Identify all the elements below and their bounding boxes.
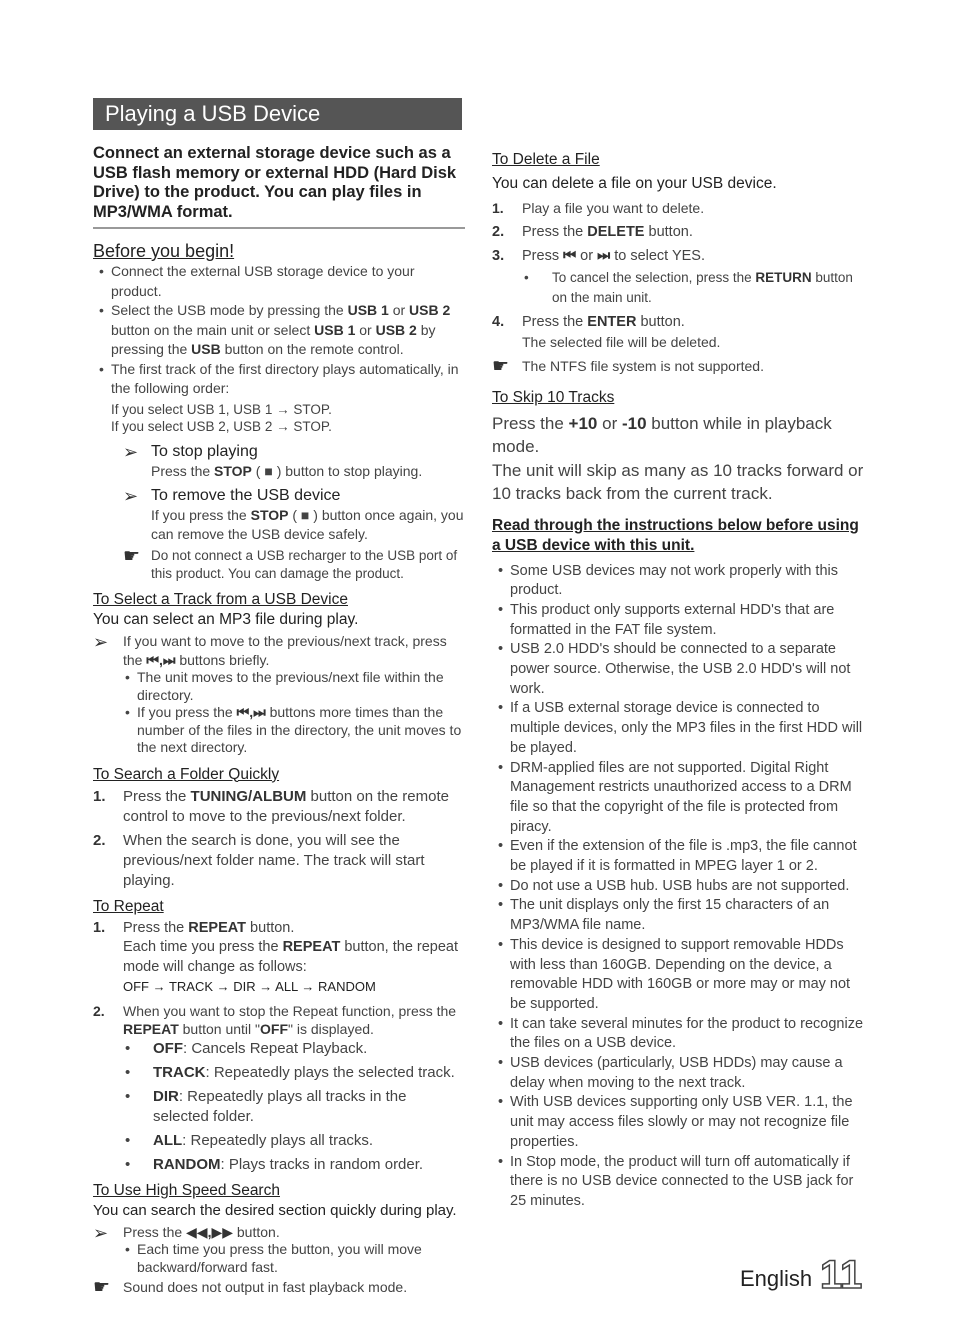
list-item: • DIR: Repeatedly plays all tracks in the selected folder. bbox=[123, 1087, 465, 1127]
list-item: • It can take several minutes for the product to recognize the files on a USB device. bbox=[492, 1015, 864, 1054]
order-line-2: If you select USB 2, USB 2 → STOP. bbox=[111, 419, 332, 434]
list-item: 1. Press the REPEAT button. Each time you press the REPEAT button, the repeat mode will change as follows: OFF → TRACK → DIR → ALL → RANDOM bbox=[93, 919, 459, 994]
list-item: 2. Press the DELETE button. bbox=[492, 224, 693, 240]
page-number: 11 bbox=[820, 1253, 863, 1297]
remove-title: To remove the USB device bbox=[151, 487, 341, 504]
list-item: 2. When you want to stop the Repeat function, press the REPEAT button until "OFF" is displayed. • OFF: Cancels Repeat Playback. • TRACK: Repeatedly plays the selected track. • DIR: Repeatedly plays all tracks in the selected folder. • ALL: Repeatedly plays all tracks. • RANDOM: Plays tracks in random order. bbox=[93, 1002, 465, 1175]
skip-text-1: Press the +10 or -10 button while in playback mode. bbox=[492, 413, 832, 456]
list-item: • If a USB external storage device is connected to multiple devices, only the MP3 files in the first HDD will be played. bbox=[492, 699, 864, 758]
left-column bbox=[93, 98, 465, 1297]
list-item: • TRACK: Repeatedly plays the selected track. bbox=[123, 1063, 465, 1083]
list-item: • The unit moves to the previous/next file within the directory. bbox=[123, 669, 465, 704]
list-item: • RANDOM: Plays tracks in random order. bbox=[123, 1155, 465, 1175]
list-item: • USB devices (particularly, USB HDDs) may cause a delay when moving to the next track. bbox=[492, 1054, 864, 1093]
pointing-hand-icon: ☛ bbox=[93, 1277, 111, 1298]
hss-note-text: Sound does not output in fast playback mode. bbox=[123, 1279, 408, 1295]
pointing-hand-icon: ☛ bbox=[123, 546, 141, 567]
list-item: • The unit displays only the first 15 characters of an MP3/WMA file name. bbox=[492, 896, 864, 935]
list-item: • DRM-applied files are not supported. Digital Right Management restricts unauthorized access to a DRM file so that the copyright of the file is protected from piracy. bbox=[492, 759, 864, 838]
note-block bbox=[123, 547, 465, 582]
hss-lead: You can search the desired section quickly during play. bbox=[93, 1201, 457, 1219]
intro-text: Connect an external storage device such as a USB flash memory or external HDD (Hard Disk Drive) to the product. You can play files in MP3/WMA format. bbox=[93, 144, 465, 229]
footer-language: English bbox=[740, 1266, 813, 1291]
right-column bbox=[492, 150, 864, 1212]
skip-text-2: The unit will skip as many as 10 tracks forward or 10 tracks back from the current track. bbox=[492, 460, 864, 503]
folder-heading: To Search a Folder Quickly bbox=[93, 765, 280, 783]
select-lead: You can select an MP3 file during play. bbox=[93, 611, 359, 628]
before-list bbox=[93, 262, 465, 399]
delete-note bbox=[492, 357, 864, 376]
read-heading: Read through the instructions below before using a USB device with this unit. bbox=[492, 516, 859, 554]
arrow-icon: ➢ bbox=[93, 632, 109, 652]
note-text: Do not connect a USB recharger to the USB port of this product. You can damage the product. bbox=[151, 548, 458, 581]
stop-text: Press the STOP ( ■ ) button to stop playing. bbox=[151, 462, 423, 479]
list-item: • Do not use a USB hub. USB hubs are not supported. bbox=[492, 877, 864, 897]
list-item: 4. Press the ENTER button. The selected file will be deleted. bbox=[492, 314, 721, 350]
stop-block bbox=[123, 442, 465, 481]
list-item: • If you press the ⏮,⏭ buttons more times than the number of the files in the directory, the unit moves to the next directory. bbox=[123, 704, 465, 757]
list-item: • This product only supports external HDD's that are formatted in the FAT file system. bbox=[492, 601, 864, 640]
list-item: • Each time you press the button, you will move backward/forward fast. bbox=[123, 1241, 465, 1276]
before-heading: Before you begin! bbox=[93, 241, 235, 261]
hss-arrow-block bbox=[93, 1223, 465, 1277]
list-item: • This device is designed to support removable HDDs with less than 160GB. Depending on the device, a removable HDD with 160GB or more may or may not be supported. bbox=[492, 936, 864, 1015]
read-list bbox=[492, 562, 864, 1212]
delete-note-text: The NTFS file system is not supported. bbox=[522, 358, 764, 374]
delete-heading: To Delete a File bbox=[492, 151, 600, 168]
hss-arrow-text: Press the ◀◀,▶▶ button. bbox=[123, 1223, 280, 1240]
list-item: • Even if the extension of the file is .mp3, the file cannot be played if it is formatted in MPEG layer 1 or 2. bbox=[492, 837, 864, 876]
pointing-hand-icon: ☛ bbox=[492, 356, 510, 377]
arrow-icon: ➢ bbox=[123, 441, 139, 462]
list-item: • With USB devices supporting only USB VER. 1.1, the unit may access files slowly or may not recognize file properties. bbox=[492, 1093, 864, 1152]
list-item: • Connect the external USB storage device to your product. bbox=[93, 262, 465, 301]
delete-steps bbox=[492, 198, 864, 353]
stop-title: To stop playing bbox=[151, 442, 258, 460]
list-item: • Some USB devices may not work properly with this product. bbox=[492, 562, 864, 601]
list-item: • To cancel the selection, press the RETURN button on the main unit. bbox=[522, 268, 864, 308]
list-item: • Select the USB mode by pressing the USB 1 or USB 2 button on the main unit or select USB 1 or USB 2 by pressing the USB button on the remote control. bbox=[93, 301, 465, 360]
list-item: • ALL: Repeatedly plays all tracks. bbox=[123, 1131, 465, 1151]
repeat-heading: To Repeat bbox=[93, 897, 164, 915]
list-item: • OFF: Cancels Repeat Playback. bbox=[123, 1039, 465, 1059]
list-item: • The first track of the first directory plays automatically, in the following order: bbox=[93, 360, 465, 399]
list-item: 3. Press ⏮ or ⏭ to select YES. • To cancel the selection, press the RETURN button on the main unit. bbox=[492, 246, 864, 308]
remove-text: If you press the STOP ( ■ ) button once again, you can remove the USB device safely. bbox=[151, 507, 464, 542]
skip-heading: To Skip 10 Tracks bbox=[492, 388, 615, 406]
list-item: 1. Press the TUNING/ALBUM button on the remote control to move to the previous/next folder. bbox=[93, 787, 449, 825]
list-item: • In Stop mode, the product will turn off automatically if there is no USB device connected to the USB jack for 25 minutes. bbox=[492, 1153, 864, 1212]
list-item: 2. When the search is done, you will see the previous/next folder name. The track will start playing. bbox=[93, 831, 425, 889]
hss-heading: To Use High Speed Search bbox=[93, 1181, 280, 1199]
select-arrow-block bbox=[93, 632, 465, 757]
arrow-icon: ➢ bbox=[93, 1222, 109, 1243]
list-item: 1. Play a file you want to delete. bbox=[492, 200, 705, 216]
select-heading: To Select a Track from a USB Device bbox=[93, 591, 348, 608]
page-title: Playing a USB Device bbox=[93, 98, 462, 130]
list-item: • USB 2.0 HDD's should be connected to a separate power source. Otherwise, the USB 2.0 HDD's will not work. bbox=[492, 640, 864, 699]
arrow-icon: ➢ bbox=[123, 486, 139, 506]
folder-steps bbox=[93, 787, 465, 891]
delete-lead: You can delete a file on your USB device. bbox=[492, 175, 777, 192]
remove-block bbox=[123, 486, 465, 543]
repeat-steps bbox=[93, 919, 465, 1175]
select-arrow-text: If you want to move to the previous/next track, press the ⏮,⏭ buttons briefly. bbox=[123, 633, 447, 668]
order-line-1: If you select USB 1, USB 1 → STOP. bbox=[111, 401, 332, 417]
hss-note bbox=[93, 1278, 465, 1297]
